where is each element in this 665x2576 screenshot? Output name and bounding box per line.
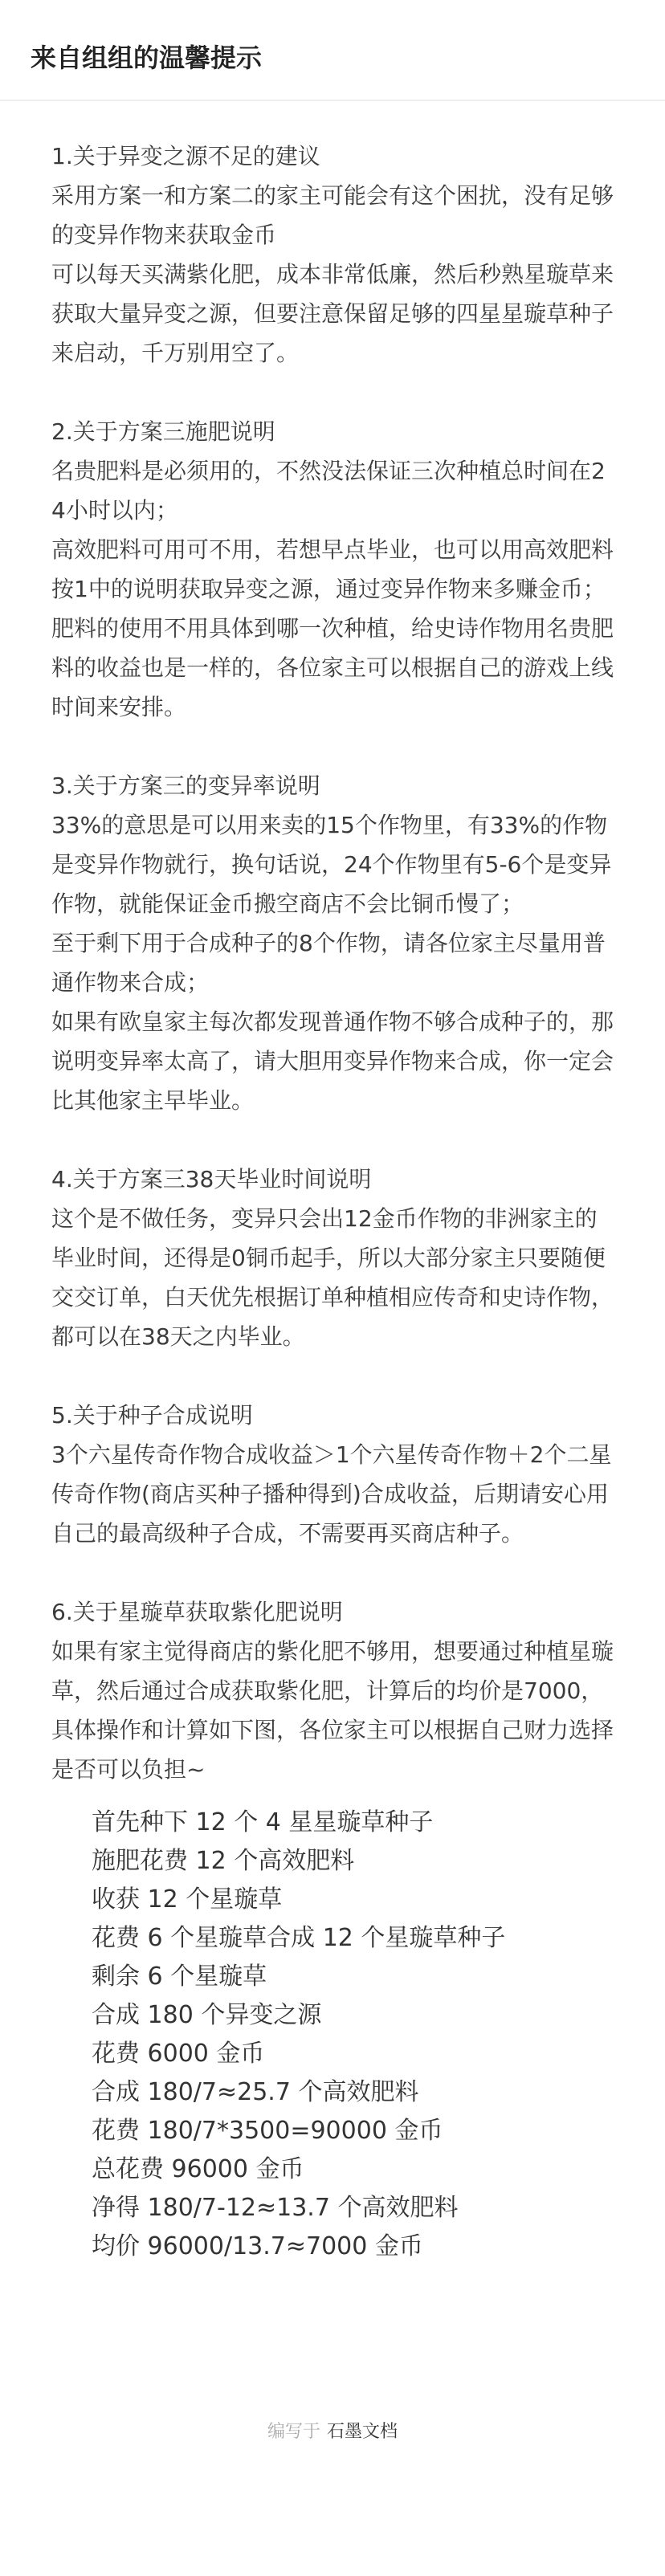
paragraph: 如果有欧皇家主每次都发现普通作物不够合成种子的，那说明变异率太高了，请大胆用变异作物来合成，你一定会比其他家主早毕业。: [51, 1009, 614, 1114]
paragraph: 高效肥料可用可不用，若想早点毕业，也可以用高效肥料按1中的说明获取异变之源，通过变异作物来多赚金币；: [51, 536, 614, 602]
paragraph: 可以每天买满紫化肥，成本非常低廉，然后秒熟星璇草来获取大量异变之源，但要注意保留足够的四星星璇草种子来启动，千万别用空了。: [51, 261, 614, 366]
section-title: 6.关于星璇草获取紫化肥说明: [51, 1599, 343, 1625]
paragraph: 至于剩下用于合成种子的8个作物，请各位家主尽量用普通作物来合成；: [51, 930, 606, 996]
calculation-list: [51, 1804, 617, 2266]
section-3: [51, 766, 617, 1120]
paragraph: 采用方案一和方案二的家主可能会有这个困扰，没有足够的变异作物来获取金币: [51, 182, 614, 248]
calculation-line: 花费 6000 金币: [92, 2040, 265, 2068]
calculation-line: 剩余 6 个星璇草: [92, 1963, 267, 1991]
section-title: 4.关于方案三38天毕业时间说明: [51, 1166, 372, 1192]
page-title: 来自组组的温馨提示: [31, 43, 263, 73]
shimo-docs-link[interactable]: 石墨文档: [327, 2422, 398, 2442]
section-title: 5.关于种子合成说明: [51, 1402, 253, 1429]
calculation-line: 花费 6 个星璇草合成 12 个星璇草种子: [92, 1924, 506, 1952]
section-title: 1.关于异变之源不足的建议: [51, 143, 320, 169]
document-body: [0, 101, 665, 2266]
section-4: [51, 1160, 617, 1356]
calculation-line: 均价 96000/13.7≈7000 金币: [92, 2232, 423, 2260]
calculation-line: 施肥花费 12 个高效肥料: [92, 1847, 355, 1875]
footer-prefix: 编写于: [267, 2422, 320, 2442]
paragraph: 33%的意思是可以用来卖的15个作物里，有33%的作物是变异作物就行，换句话说，24个作物里有5-6个是变异作物，就能保证金币搬空商店不会比铜币慢了；: [51, 812, 612, 917]
paragraph: 这个是不做任务，变异只会出12金币作物的非洲家主的毕业时间，还得是0铜币起手，所以大部分家主只要随便交交订单，白天优先根据订单种植相应传奇和史诗作物，都可以在38天之内毕业。: [51, 1205, 614, 1350]
paragraph: 名贵肥料是必须用的，不然没法保证三次种植总时间在24小时以内；: [51, 458, 606, 524]
section-6: [51, 1592, 617, 1789]
page-header: [0, 0, 665, 101]
calculation-line: 净得 180/7-12≈13.7 个高效肥料: [92, 2194, 459, 2222]
calculation-line: 合成 180/7≈25.7 个高效肥料: [92, 2078, 419, 2106]
calculation-line: 收获 12 个星璇草: [92, 1885, 283, 1914]
section-title: 3.关于方案三的变异率说明: [51, 772, 320, 799]
section-title: 2.关于方案三施肥说明: [51, 418, 275, 445]
paragraph: 肥料的使用不用具体到哪一次种植，给史诗作物用名贵肥料的收益也是一样的，各位家主可以根据自己的游戏上线时间来安排。: [51, 615, 614, 720]
section-2: [51, 412, 617, 727]
calculation-line: 合成 180 个异变之源: [92, 2001, 322, 2029]
paragraph: 如果有家主觉得商店的紫化肥不够用，想要通过种植星璇草，然后通过合成获取紫化肥，计算后的均价是7000，具体操作和计算如下图，各位家主可以根据自己财力选择是否可以负担~: [51, 1638, 614, 1783]
section-1: [51, 137, 617, 373]
calculation-line: 首先种下 12 个 4 星星璇草种子: [92, 1808, 434, 1836]
calculation-line: 总花费 96000 金币: [92, 2155, 304, 2183]
paragraph: 3个六星传奇作物合成收益＞1个六星传奇作物＋2个二星传奇作物(商店买种子播种得到)合成收益，后期请安心用自己的最高级种子合成，不需要再买商店种子。: [51, 1441, 612, 1547]
calculation-line: 花费 180/7*3500=90000 金币: [92, 2117, 443, 2145]
footer: [0, 2420, 665, 2444]
section-5: [51, 1396, 617, 1553]
